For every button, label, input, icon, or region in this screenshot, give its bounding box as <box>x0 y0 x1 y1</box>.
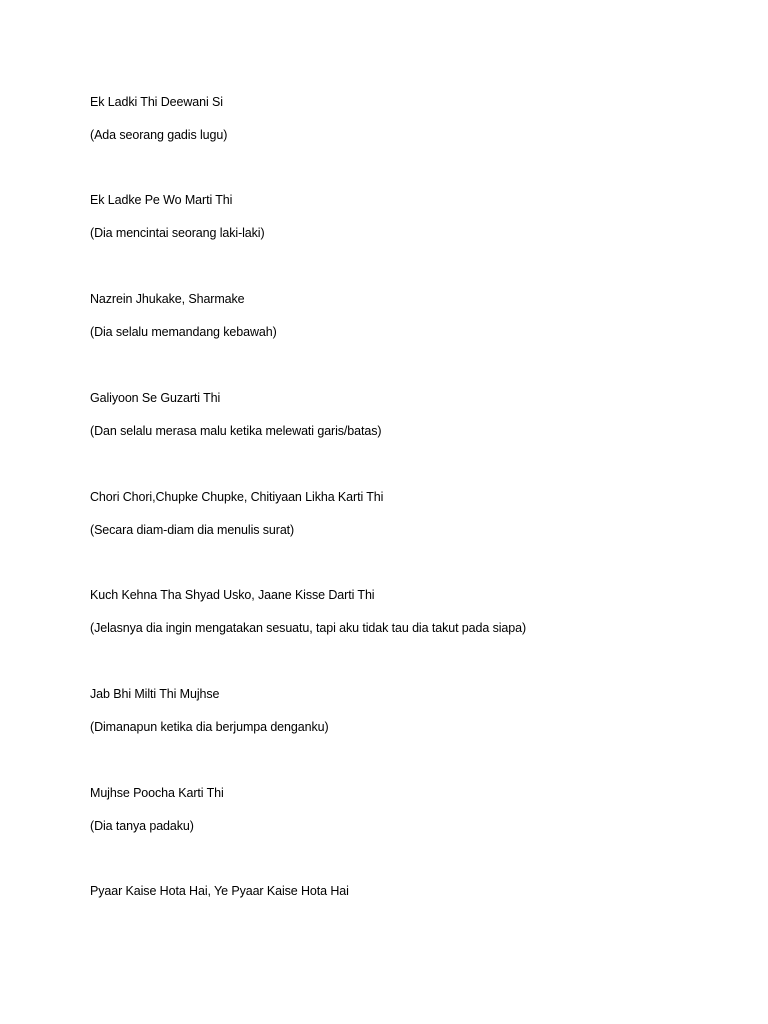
translation-line: (Dia tanya padaku) <box>90 819 194 833</box>
lyric-line: Pyaar Kaise Hota Hai, Ye Pyaar Kaise Hota Hai <box>90 884 349 898</box>
lyric-line: Galiyoon Se Guzarti Thi <box>90 391 221 405</box>
lyric-line: Mujhse Poocha Karti Thi <box>90 786 224 800</box>
lyric-line: Chori Chori,Chupke Chupke, Chitiyaan Likha Karti Thi <box>90 490 384 504</box>
lyric-line: Nazrein Jhukake, Sharmake <box>90 292 245 306</box>
translation-line: (Dan selalu merasa malu ketika melewati garis/batas) <box>90 424 382 438</box>
translation-line: (Jelasnya dia ingin mengatakan sesuatu, tapi aku tidak tau dia takut pada siapa) <box>90 621 527 635</box>
translation-line: (Ada seorang gadis lugu) <box>90 128 228 142</box>
lyric-line: Jab Bhi Milti Thi Mujhse <box>90 687 220 701</box>
translation-line: (Secara diam-diam dia menulis surat) <box>90 523 295 537</box>
lyric-line: Kuch Kehna Tha Shyad Usko, Jaane Kisse Darti Thi <box>90 588 375 602</box>
translation-line: (Dia mencintai seorang laki-laki) <box>90 226 265 240</box>
translation-line: (Dimanapun ketika dia berjumpa denganku) <box>90 720 329 734</box>
translation-line: (Dia selalu memandang kebawah) <box>90 325 277 339</box>
lyric-line: Ek Ladki Thi Deewani Si <box>90 95 223 109</box>
lyric-line: Ek Ladke Pe Wo Marti Thi <box>90 193 233 207</box>
